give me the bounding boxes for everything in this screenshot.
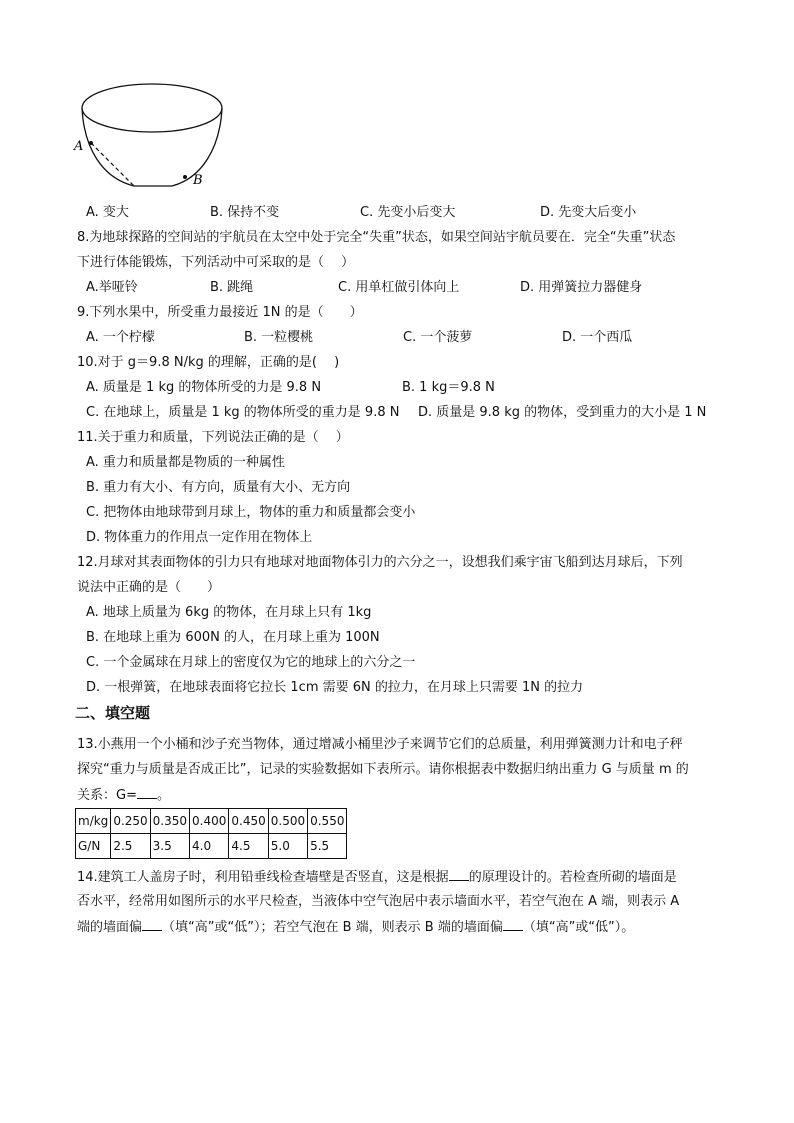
q7-option-b: B. 保持不变 xyxy=(210,205,280,220)
q9-stem: 9.下列水果中，所受重力最接近 1N 的是（ ） xyxy=(77,305,363,320)
q10-option-c: C. 在地球上，质量是 1 kg 的物体所受的重力是 9.8 N xyxy=(86,405,400,420)
q12-option-c: C. 一个金属球在月球上的密度仅为它的地球上的六分之一 xyxy=(86,655,416,670)
q11-option-d: D. 物体重力的作用点一定作用在物体上 xyxy=(86,530,313,545)
q9-option-d: D. 一个西瓜 xyxy=(562,330,633,345)
table-cell: 4.0 xyxy=(190,834,229,859)
q9-option-c: C. 一个菠萝 xyxy=(403,330,473,345)
q8-option-d: D. 用弹簧拉力器健身 xyxy=(520,280,643,295)
table-cell: m/kg xyxy=(76,809,111,834)
q10-option-b: B. 1 kg＝9.8 N xyxy=(402,380,495,395)
section-title-fill-in: 二、填空题 xyxy=(75,704,151,722)
label-b: B xyxy=(193,173,203,188)
q10-option-a: A. 质量是 1 kg 的物体所受的力是 9.8 N xyxy=(86,380,322,395)
label-a: A xyxy=(74,139,84,154)
q11-option-c: C. 把物体由地球带到月球上，物体的重力和质量都会变小 xyxy=(86,505,416,520)
q13-answer-blank[interactable] xyxy=(137,786,157,799)
table-cell: 5.5 xyxy=(308,834,347,859)
q12-option-a: A. 地球上质量为 6kg 的物体，在月球上只有 1kg xyxy=(86,605,372,620)
q13-stem-3-post: 。 xyxy=(156,788,170,803)
q13-stem-1: 13.小燕用一个小桶和沙子充当物体，通过增减小桶里沙子来调节它们的总质量，利用弹簧测力计和电子秤 xyxy=(77,737,683,752)
q7-option-d: D. 先变大后变小 xyxy=(540,205,637,220)
table-cell: 0.400 xyxy=(190,809,229,834)
q14-line-3-c: （填“高”或“低”）。 xyxy=(522,920,635,935)
table-cell: 2.5 xyxy=(111,834,150,859)
q8-option-a: A.举哑铃 xyxy=(86,280,138,295)
table-cell: 0.550 xyxy=(308,809,347,834)
q8-option-c: C. 用单杠做引体向上 xyxy=(338,280,460,295)
q14-line-3-a: 端的墙面偏 xyxy=(77,920,143,935)
q13-data-table xyxy=(75,808,347,859)
q10-stem: 10.对于 g＝9.8 N/kg 的理解，正确的是( ) xyxy=(77,355,340,370)
q7-option-c: C. 先变小后变大 xyxy=(360,205,456,220)
table-row xyxy=(76,809,347,834)
q11-option-b: B. 重力有大小、有方向，质量有大小、无方向 xyxy=(86,480,351,495)
q13-stem-3 xyxy=(77,786,170,805)
q12-stem-1: 12.月球对其表面物体的引力只有地球对地面物体引力的六分之一，设想我们乘宇宙飞船到达月球后，下列 xyxy=(77,555,683,570)
q14-line-1-pre: 14.建筑工人盖房子时，利用铅垂线检查墙壁是否竖直，这是根据 xyxy=(77,870,449,885)
table-cell: 4.5 xyxy=(229,834,268,859)
q12-stem-2: 说法中正确的是（ ） xyxy=(77,580,221,595)
q11-stem: 11.关于重力和质量，下列说法正确的是（ ） xyxy=(77,430,349,445)
q9-option-a: A. 一个柠檬 xyxy=(86,330,155,345)
table-row xyxy=(76,834,347,859)
table-cell: 0.250 xyxy=(111,809,150,834)
q9-option-b: B. 一粒樱桃 xyxy=(244,330,314,345)
table-cell: 0.350 xyxy=(150,809,189,834)
q13-stem-2: 探究“重力与质量是否成正比”，记录的实验数据如下表所示。请你根据表中数据归纳出重力 G 与质量 m 的 xyxy=(77,762,689,777)
q10-option-d: D. 质量是 9.8 kg 的物体，受到重力的大小是 1 N xyxy=(418,405,707,420)
q14-line-2: 否水平，经常用如图所示的水平尺检查，当液体中空气泡居中表示墙面水平，若空气泡在 A 端，则表示 A xyxy=(77,894,680,909)
q14-answer-blank-1[interactable] xyxy=(449,868,469,881)
q12-option-d: D. 一根弹簧，在地球表面将它拉长 1cm 需要 6N 的拉力，在月球上只需要 1N 的拉力 xyxy=(86,680,584,695)
table-cell: 3.5 xyxy=(150,834,189,859)
q12-option-b: B. 在地球上重为 600N 的人，在月球上重为 100N xyxy=(86,630,380,645)
table-cell: G/N xyxy=(76,834,111,859)
q14-line-3-b: （填“高”或“低”）；若空气泡在 B 端，则表示 B 端的墙面偏 xyxy=(162,920,503,935)
table-cell: 0.500 xyxy=(268,809,307,834)
table-cell: 5.0 xyxy=(268,834,307,859)
q14-answer-blank-3[interactable] xyxy=(503,918,523,931)
q7-option-a: A. 变大 xyxy=(86,205,129,220)
q14-line-1 xyxy=(77,868,677,887)
q8-option-b: B. 跳绳 xyxy=(210,280,254,295)
bowl-figure xyxy=(72,78,232,196)
q14-line-1-post: 的原理设计的。若检查所砌的墙面是 xyxy=(468,870,677,885)
q14-answer-blank-2[interactable] xyxy=(142,918,162,931)
table-cell: 0.450 xyxy=(229,809,268,834)
q11-option-a: A. 重力和质量都是物质的一种属性 xyxy=(86,455,285,470)
q8-stem-1: 8.为地球探路的空间站的宇航员在太空中处于完全“失重”状态，如果空间站宇航员要在．完全“失重”状态 xyxy=(77,230,676,245)
q13-stem-3-pre: 关系：G= xyxy=(77,788,137,803)
q14-line-3 xyxy=(77,918,634,937)
q8-stem-2: 下进行体能锻炼，下列活动中可采取的是（ ） xyxy=(77,255,355,270)
